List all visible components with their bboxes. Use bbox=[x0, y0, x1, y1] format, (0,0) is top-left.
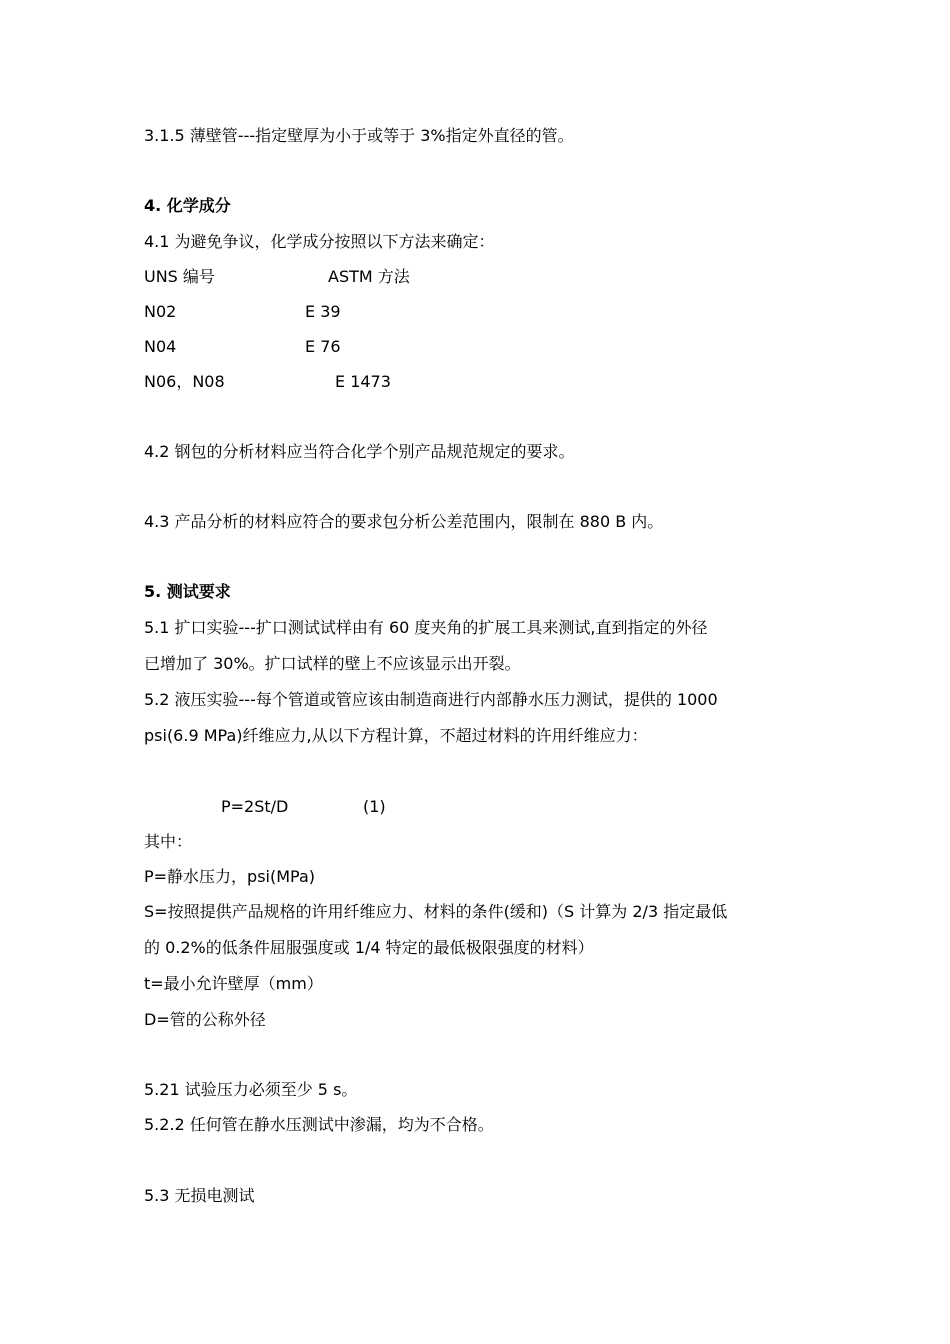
definition-d: D=管的公称外径 bbox=[144, 1010, 266, 1029]
paragraph-5-2-2: 5.2.2 任何管在静水压测试中渗漏，均为不合格。 bbox=[144, 1115, 494, 1134]
definition-p: P=静水压力，psi(MPa) bbox=[144, 867, 316, 886]
paragraph-5-2-line1: 5.2 液压实验---每个管道或管应该由制造商进行内部静水压力测试，提供的 1000 bbox=[144, 690, 718, 709]
paragraph-5-3: 5.3 无损电测试 bbox=[144, 1186, 255, 1205]
definition-s-line2: 的 0.2%的低条件屈服强度或 1/4 特定的最低极限强度的材料） bbox=[144, 938, 594, 957]
section-4-heading: 4. 化学成分 bbox=[144, 196, 231, 215]
paragraph-5-2-1: 5.21 试验压力必须至少 5 s。 bbox=[144, 1080, 358, 1099]
paragraph-4-2: 4.2 钢包的分析材料应当符合化学个别产品规范规定的要求。 bbox=[144, 442, 575, 461]
paragraph-5-1-line2: 已增加了 30%。扩口试样的壁上不应该显示出开裂。 bbox=[144, 654, 521, 673]
paragraph-5-1-line1: 5.1 扩口实验---扩口测试试样由有 60 度夹角的扩展工具来测试,直到指定的外径 bbox=[144, 618, 708, 637]
formula: P=2St/D bbox=[221, 797, 289, 816]
paragraph-5-2-line2: psi(6.9 MPa)纤维应力,从以下方程计算，不超过材料的许用纤维应力： bbox=[144, 726, 648, 745]
table-cell-method: E 1473 bbox=[335, 372, 391, 391]
table-cell-uns: N04 bbox=[144, 337, 177, 356]
formula-number: (1) bbox=[363, 797, 386, 816]
paragraph-4-1: 4.1 为避免争议，化学成分按照以下方法来确定： bbox=[144, 232, 495, 251]
paragraph-3-1-5: 3.1.5 薄壁管---指定壁厚为小于或等于 3%指定外直径的管。 bbox=[144, 126, 574, 145]
table-cell-method: E 39 bbox=[305, 302, 341, 321]
table-cell-uns: N02 bbox=[144, 302, 177, 321]
where-label: 其中： bbox=[144, 832, 193, 851]
definition-s-line1: S=按照提供产品规格的许用纤维应力、材料的条件(缓和)（S 计算为 2/3 指定最低 bbox=[144, 902, 728, 921]
section-5-heading: 5. 测试要求 bbox=[144, 582, 231, 601]
table-cell-uns: N06，N08 bbox=[144, 372, 225, 391]
table-cell-method: E 76 bbox=[305, 337, 341, 356]
definition-t: t=最小允许壁厚（mm） bbox=[144, 974, 323, 993]
table-header-uns: UNS 编号 bbox=[144, 267, 215, 286]
paragraph-4-3: 4.3 产品分析的材料应符合的要求包分析公差范围内，限制在 880 B 内。 bbox=[144, 512, 664, 531]
table-header-astm: ASTM 方法 bbox=[328, 267, 410, 286]
